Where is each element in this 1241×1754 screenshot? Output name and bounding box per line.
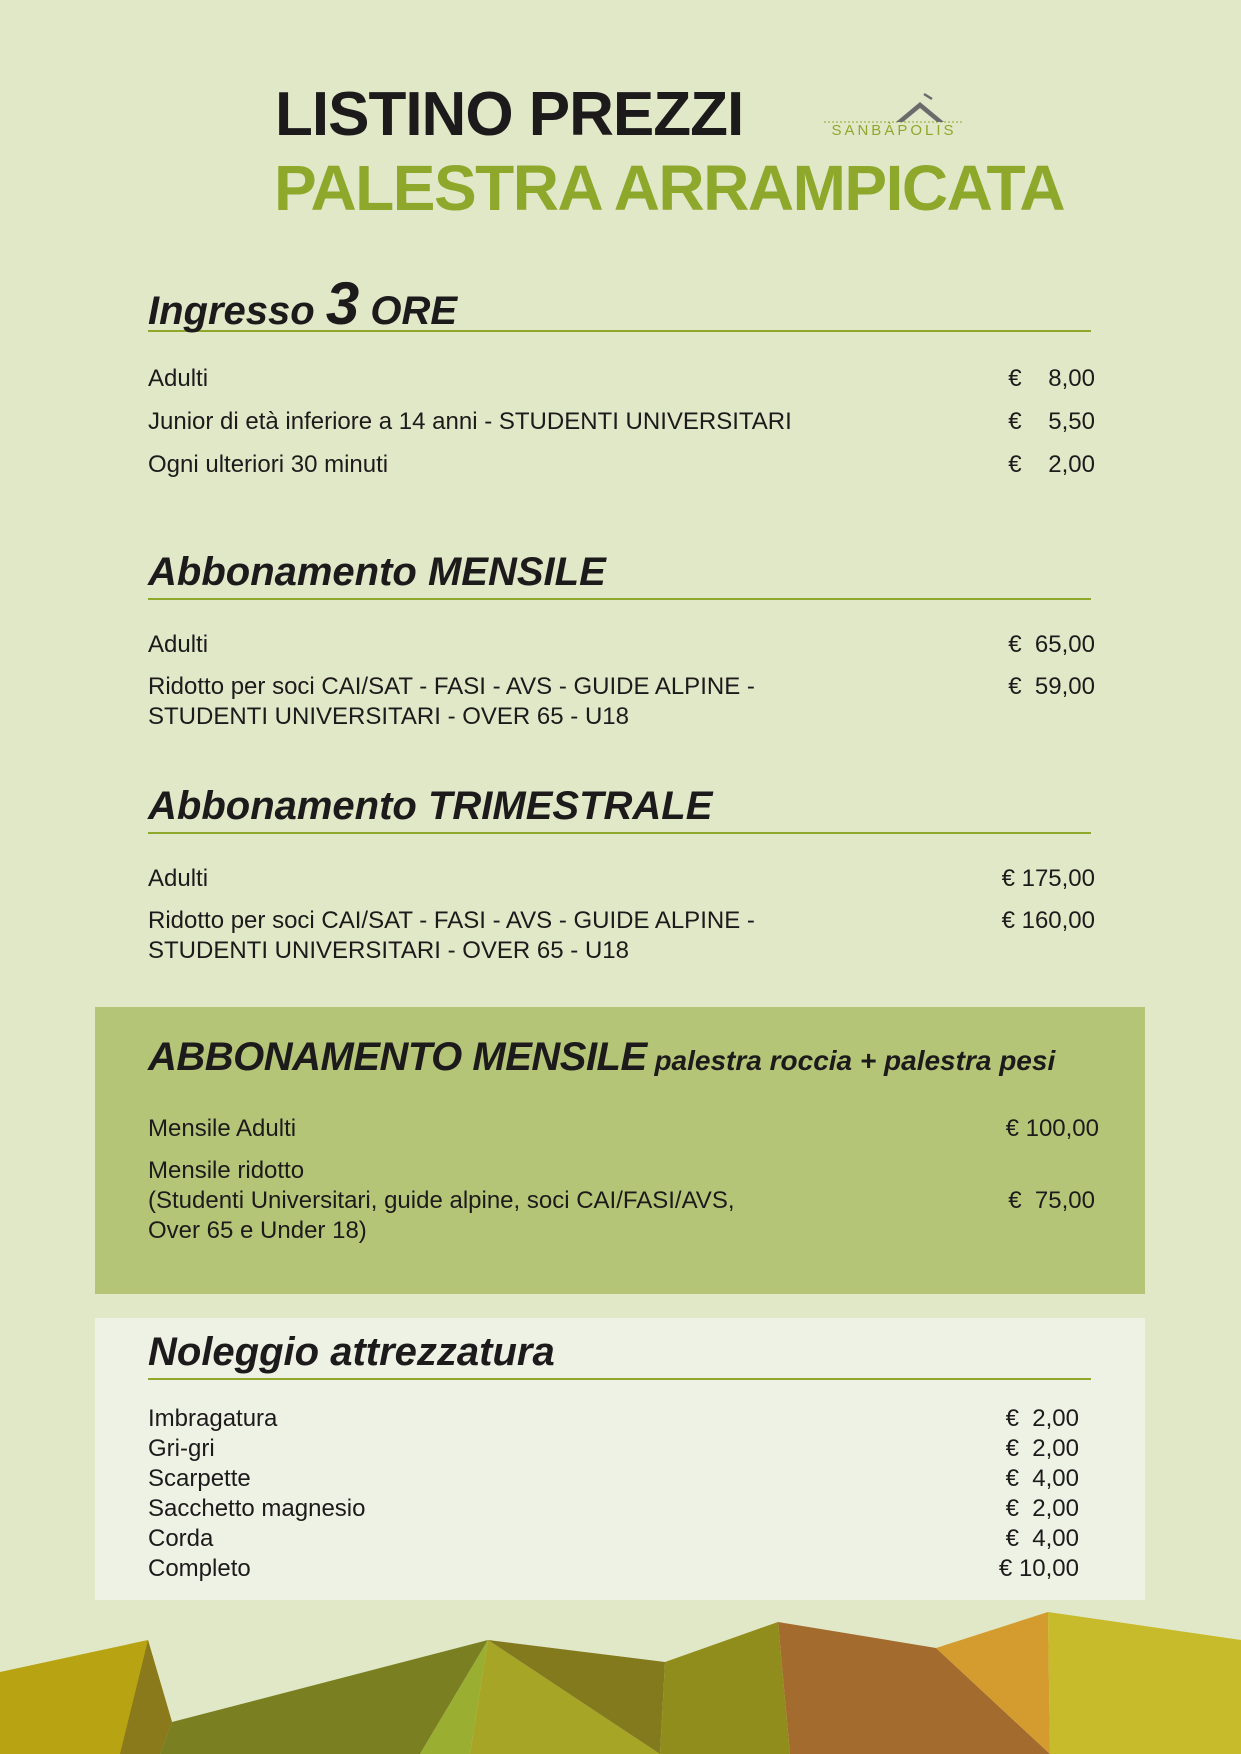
- section-title-noleggio: Noleggio attrezzatura: [148, 1328, 1091, 1380]
- section-title-mensile: Abbonamento MENSILE: [148, 548, 1091, 600]
- list-item: Scarpette € 4,00: [148, 1465, 1079, 1492]
- price-row: Adulti € 65,00: [148, 631, 1095, 658]
- mountains-decoration-icon: [0, 1600, 1241, 1754]
- section-combo: [148, 1032, 1099, 1246]
- page-title: LISTINO PREZZI: [275, 80, 744, 149]
- list-item: Completo € 10,00: [148, 1555, 1079, 1582]
- section-title-combo: ABBONAMENTO MENSILE palestra roccia + palestra pesi: [148, 1035, 1056, 1079]
- section-title-ingresso: Ingresso 3 ORE: [148, 280, 1091, 332]
- list-item: Corda € 4,00: [148, 1525, 1079, 1552]
- section-ingresso: [148, 270, 1095, 480]
- price-row: Junior di età inferiore a 14 anni - STUDENTI UNIVERSITARI € 5,50: [148, 408, 1095, 435]
- price-row: Ridotto per soci CAI/SAT - FASI - AVS - GUIDE ALPINE - STUDENTI UNIVERSITARI - OVER 65 - U18 € 59,00: [148, 673, 1095, 730]
- logo-text: SANBÀPOLIS: [831, 122, 957, 139]
- price-row: Ogni ulteriori 30 minuti € 2,00: [148, 451, 1095, 478]
- list-item: Sacchetto magnesio € 2,00: [148, 1495, 1079, 1522]
- section-mensile: [148, 548, 1095, 732]
- price-row: Ridotto per soci CAI/SAT - FASI - AVS - GUIDE ALPINE - STUDENTI UNIVERSITARI - OVER 65 - U18 € 160,00: [148, 907, 1095, 964]
- price-row: Adulti € 8,00: [148, 365, 1095, 392]
- section-trimestrale: [148, 782, 1095, 966]
- page-subtitle: PALESTRA ARRAMPICATA: [274, 152, 1065, 224]
- price-row: Mensile Adulti € 100,00: [148, 1115, 1099, 1142]
- section-noleggio: [148, 1328, 1091, 1584]
- list-item: Imbragatura € 2,00: [148, 1405, 1079, 1432]
- price-row: Adulti € 175,00: [148, 865, 1095, 892]
- list-item: Gri-gri € 2,00: [148, 1435, 1079, 1462]
- price-row: Mensile ridotto (Studenti Universitari, guide alpine, soci CAI/FASI/AVS, Over 65 e Under 18) € 75,00: [148, 1157, 1095, 1244]
- section-title-trimestrale: Abbonamento TRIMESTRALE: [148, 782, 1091, 834]
